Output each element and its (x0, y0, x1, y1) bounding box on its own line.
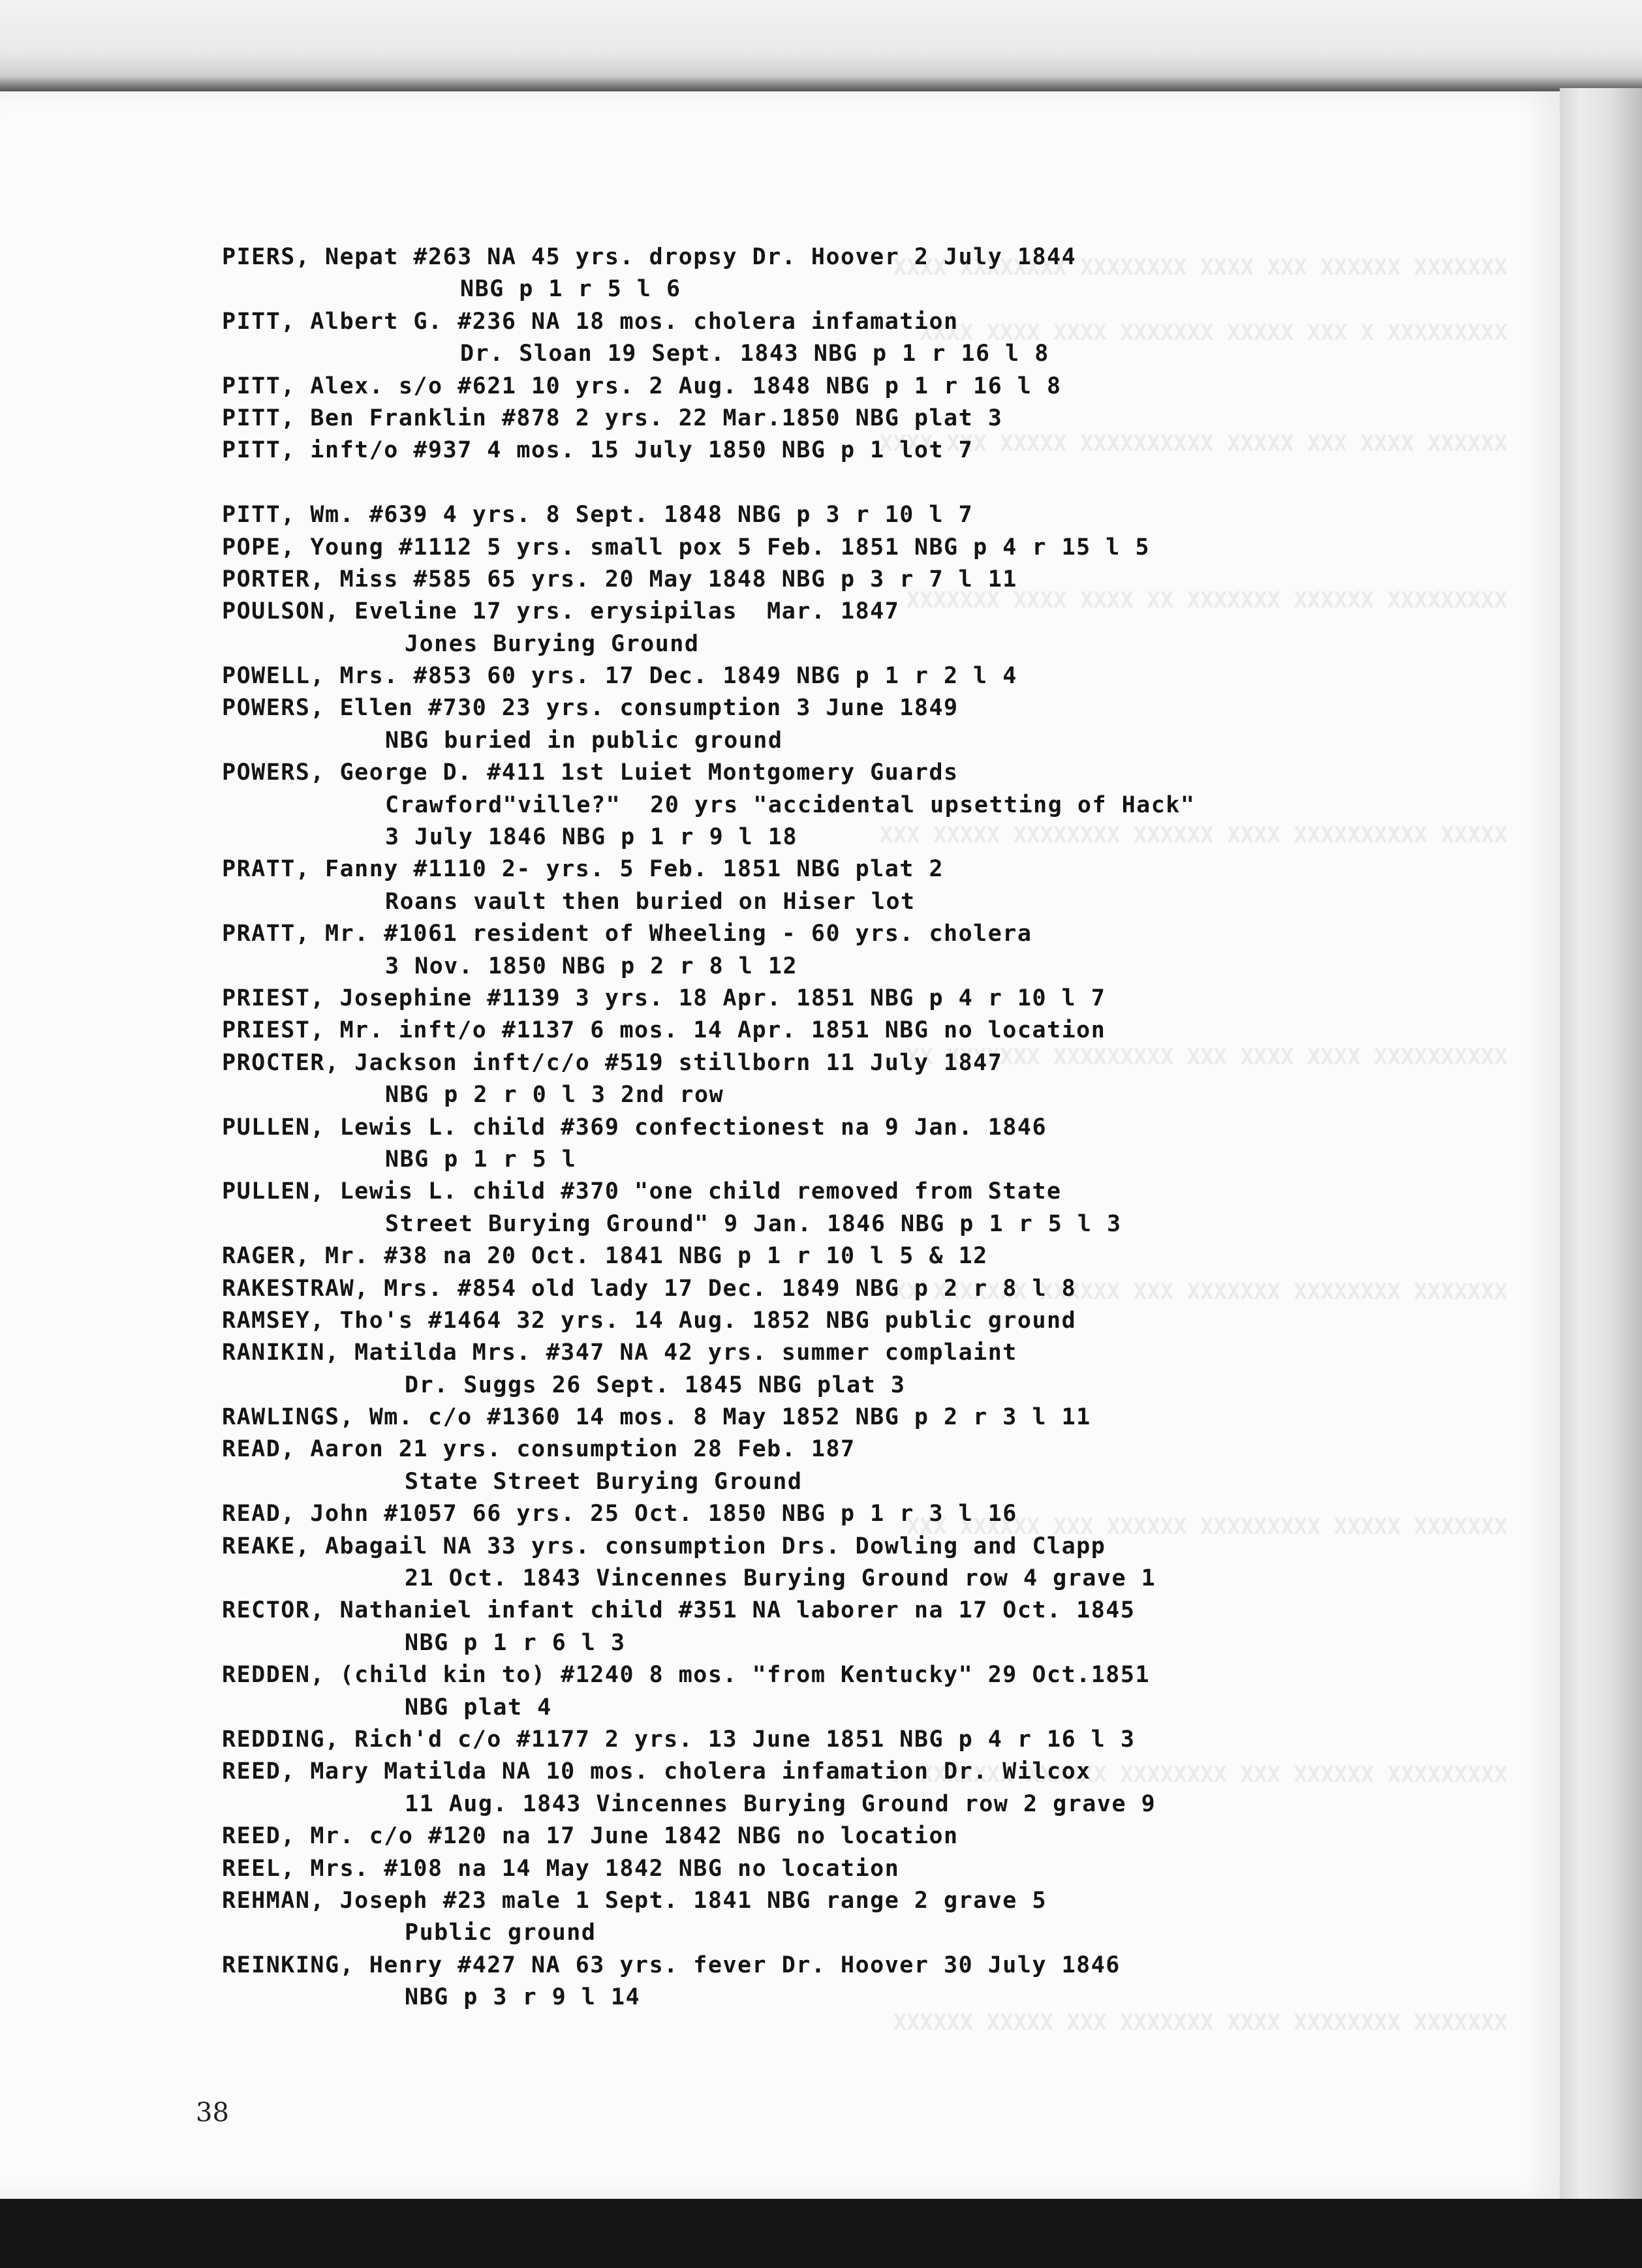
record-continuation-line: Street Burying Ground" 9 Jan. 1846 NBG p 1 r 5 l 3 (385, 1210, 1122, 1237)
page-number: 38 (196, 2098, 229, 2128)
record-line: RAMSEY, Tho's #1464 32 yrs. 14 Aug. 1852 NBG public ground (222, 1307, 1077, 1334)
record-line: REDDING, Rich'd c/o #1177 2 yrs. 13 June 1851 NBG p 4 r 16 l 3 (222, 1726, 1136, 1753)
page-edge-shadow (1560, 88, 1642, 2202)
record-line: PROCTER, Jackson inft/c/o #519 stillborn 11 July 1847 (222, 1049, 1003, 1076)
record-continuation-line: Roans vault then buried on Hiser lot (385, 888, 916, 915)
record-line: POPE, Young #1112 5 yrs. small pox 5 Feb. 1851 NBG p 4 r 15 l 5 (222, 534, 1151, 560)
record-continuation-line: NBG buried in public ground (385, 727, 783, 754)
record-continuation-line: NBG p 2 r 0 l 3 2nd row (385, 1082, 724, 1109)
record-line: PIERS, Nepat #263 NA 45 yrs. dropsy Dr. Hoover 2 July 1844 (222, 244, 1077, 270)
record-line: PITT, Alex. s/o #621 10 yrs. 2 Aug. 1848 NBG p 1 r 16 l 8 (222, 373, 1062, 399)
blank-line (222, 467, 1501, 499)
record-line: PULLEN, Lewis L. child #369 confectionest na 9 Jan. 1846 (222, 1114, 1047, 1141)
record-line: RAGER, Mr. #38 na 20 Oct. 1841 NBG p 1 r 10 l 5 & 12 (222, 1243, 988, 1270)
record-continuation-line: 3 Nov. 1850 NBG p 2 r 8 l 12 (385, 953, 798, 979)
record-line: REED, Mr. c/o #120 na 17 June 1842 NBG no location (222, 1823, 959, 1850)
record-continuation-line: 11 Aug. 1843 Vincennes Burying Ground row 2 grave 9 (405, 1790, 1156, 1817)
record-line: READ, John #1057 66 yrs. 25 Oct. 1850 NBG p 1 r 3 l 16 (222, 1501, 1017, 1527)
record-line: RANIKIN, Matilda Mrs. #347 NA 42 yrs. summer complaint (222, 1340, 1017, 1366)
record-line: POWELL, Mrs. #853 60 yrs. 17 Dec. 1849 NBG p 1 r 2 l 4 (222, 663, 1017, 690)
record-continuation-line: Dr. Suggs 26 Sept. 1845 NBG plat 3 (405, 1372, 906, 1398)
record-line: REED, Mary Matilda NA 10 mos. cholera infamation Dr. Wilcox (222, 1758, 1091, 1785)
book-top-edge (0, 0, 1642, 95)
record-line: REHMAN, Joseph #23 male 1 Sept. 1841 NBG range 2 grave 5 (222, 1887, 1047, 1914)
record-line: READ, Aaron 21 yrs. consumption 28 Feb. 187 (222, 1436, 856, 1463)
burial-record-list (222, 241, 1501, 2014)
record-continuation-line: NBG p 1 r 5 l 6 (460, 276, 681, 303)
record-line: PITT, Wm. #639 4 yrs. 8 Sept. 1848 NBG p 3 r 10 l 7 (222, 502, 974, 529)
record-line: POWERS, Ellen #730 23 yrs. consumption 3 June 1849 (222, 695, 959, 722)
record-line: PITT, inft/o #937 4 mos. 15 July 1850 NBG p 1 lot 7 (222, 437, 974, 464)
record-line: RECTOR, Nathaniel infant child #351 NA laborer na 17 Oct. 1845 (222, 1597, 1136, 1624)
record-line: RAKESTRAW, Mrs. #854 old lady 17 Dec. 1849 NBG p 2 r 8 l 8 (222, 1275, 1077, 1302)
record-line: PRIEST, Mr. inft/o #1137 6 mos. 14 Apr. 1851 NBG no location (222, 1017, 1106, 1044)
record-continuation-line: 21 Oct. 1843 Vincennes Burying Ground row 4 grave 1 (405, 1565, 1156, 1592)
record-continuation-line: NBG plat 4 (405, 1694, 552, 1721)
record-continuation-line: NBG p 3 r 9 l 14 (405, 1984, 641, 2011)
record-line: REEL, Mrs. #108 na 14 May 1842 NBG no location (222, 1855, 900, 1882)
record-continuation-line: 3 July 1846 NBG p 1 r 9 l 18 (385, 824, 798, 851)
record-continuation-line: State Street Burying Ground (405, 1468, 803, 1495)
record-line: REDDEN, (child kin to) #1240 8 mos. "from Kentucky" 29 Oct.1851 (222, 1662, 1151, 1689)
record-continuation-line: NBG p 1 r 5 l (385, 1146, 577, 1172)
record-line: POWERS, George D. #411 1st Luiet Montgomery Guards (222, 759, 959, 786)
record-line: POULSON, Eveline 17 yrs. erysipilas Mar. 1847 (222, 598, 900, 625)
record-continuation-line: Jones Burying Ground (405, 630, 700, 657)
record-line: REAKE, Abagail NA 33 yrs. consumption Drs. Dowling and Clapp (222, 1533, 1106, 1559)
record-continuation-line: Public ground (405, 1920, 596, 1946)
record-line: PULLEN, Lewis L. child #370 "one child removed from State (222, 1178, 1062, 1205)
record-line: PITT, Ben Franklin #878 2 yrs. 22 Mar.1850 NBG plat 3 (222, 405, 1003, 431)
record-line: PRATT, Mr. #1061 resident of Wheeling - 60 yrs. cholera (222, 921, 1032, 947)
record-line: RAWLINGS, Wm. c/o #1360 14 mos. 8 May 1852 NBG p 2 r 3 l 11 (222, 1404, 1091, 1431)
record-continuation-line: NBG p 1 r 6 l 3 (405, 1629, 626, 1656)
record-line: PORTER, Miss #585 65 yrs. 20 May 1848 NBG p 3 r 7 l 11 (222, 566, 1017, 592)
record-continuation-line: Crawford"ville?" 20 yrs "accidental upsetting of Hack" (385, 791, 1196, 818)
record-line: PRIEST, Josephine #1139 3 yrs. 18 Apr. 1851 NBG p 4 r 10 l 7 (222, 985, 1106, 1011)
record-line: REINKING, Henry #427 NA 63 yrs. fever Dr. Hoover 30 July 1846 (222, 1952, 1121, 1978)
record-line: PITT, Albert G. #236 NA 18 mos. cholera infamation (222, 308, 959, 335)
book-cover-bottom (0, 2199, 1642, 2268)
record-line: PRATT, Fanny #1110 2- yrs. 5 Feb. 1851 NBG plat 2 (222, 856, 944, 883)
record-continuation-line: Dr. Sloan 19 Sept. 1843 NBG p 1 r 16 l 8 (460, 341, 1049, 367)
